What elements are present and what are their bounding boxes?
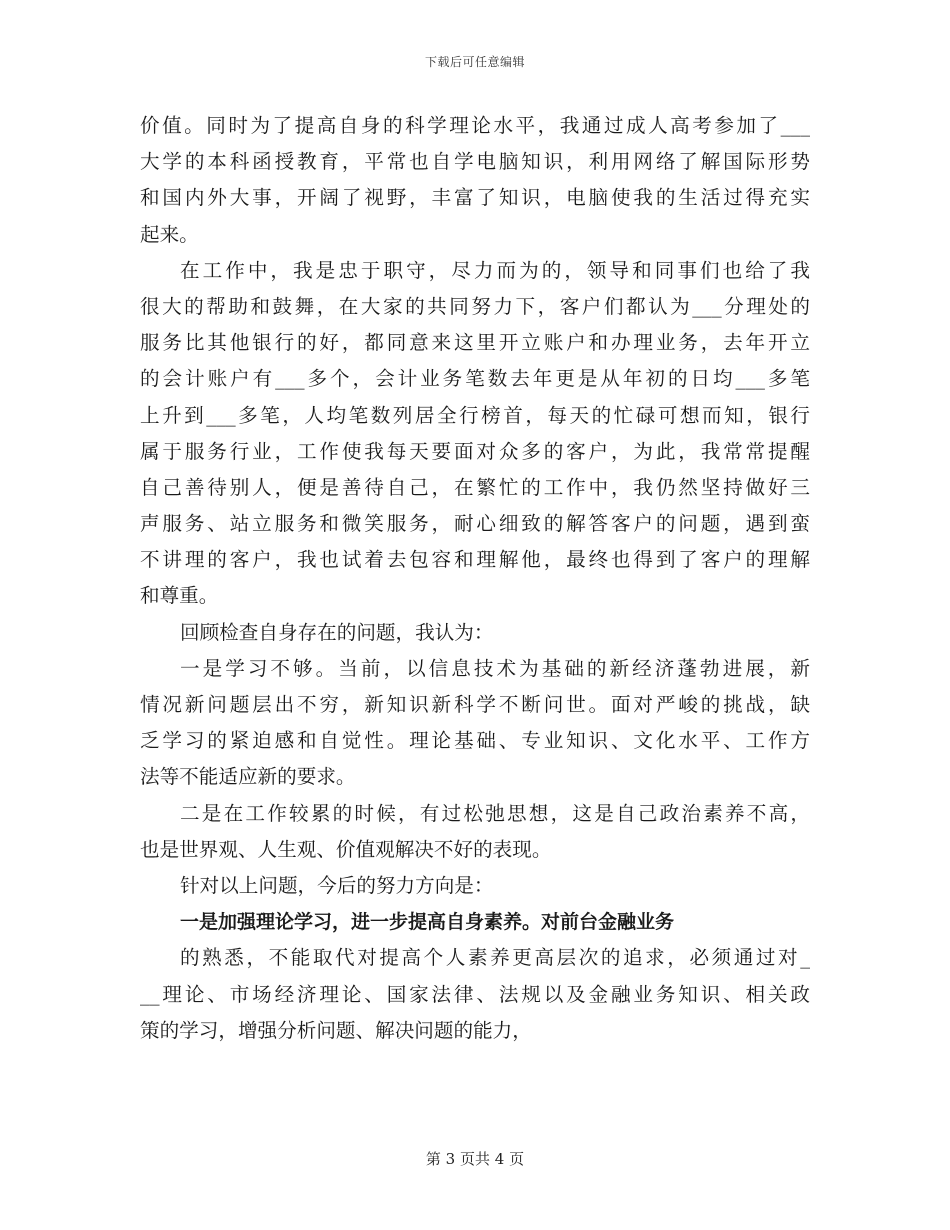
paragraph-first-line: 在工作中，我是忠于职守，尽力而为的，领导和同事们也给了我 [180, 258, 810, 282]
text-line: 很大的帮助和鼓舞，在大家的共同努力下，客户们都认为___分理处的 [140, 294, 810, 318]
text-line: 属于服务行业，工作使我每天要面对众多的客户，为此，我常常提醒 [140, 439, 810, 463]
text-line: 大学的本科函授教育，平常也自学电脑知识，利用网络了解国际形势 [140, 150, 810, 174]
text-line: 价值。同时为了提高自身的科学理论水平，我通过成人高考参加了___ [140, 114, 810, 137]
text-line: 声服务、站立服务和微笑服务，耐心细致的解答客户的问题，遇到蛮 [140, 512, 810, 536]
text-line: 的会计账户有___多个，会计业务笔数去年更是从年初的日均___多笔 [140, 367, 810, 391]
paragraph-first-line: 针对以上问题，今后的努力方向是： [180, 873, 494, 897]
text-line: 不讲理的客户，我也试着去包容和理解他，最终也得到了客户的理解 [140, 548, 810, 572]
page-footer: 第 3 页共 4 页 [425, 1150, 525, 1168]
text-line: 和尊重。 [140, 584, 219, 608]
paragraph-first-line: 二是在工作较累的时候，有过松弛思想，这是自己政治素养不高， [180, 801, 810, 825]
text-line: 的熟悉，不能取代对提高个人素养更高层次的追求，必须通过对_ [180, 946, 810, 970]
text-line: 情况新问题层出不穷，新知识新科学不断问世。面对严峻的挑战，缺 [140, 693, 810, 716]
text-line: 上升到___多笔，人均笔数列居全行榜首，每天的忙碌可想而知，银行 [140, 403, 810, 427]
text-line: 法等不能适应新的要求。 [140, 765, 356, 789]
page-header: 下载后可任意编辑 [424, 55, 525, 69]
text-line: __理论、市场经济理论、国家法律、法规以及金融业务知识、相关政 [140, 982, 810, 1006]
paragraph-first-line: 一是学习不够。当前，以信息技术为基础的新经济蓬勃进展，新 [180, 656, 810, 680]
document-body [140, 108, 810, 1049]
text-line: 自己善待别人，便是善待自己，在繁忙的工作中，我仍然坚持做好三 [140, 475, 810, 499]
bold-heading-line: 一是加强理论学习，进一步提高自身素养。对前台金融业务 [180, 911, 675, 934]
text-line: 和国内外大事，开阔了视野，丰富了知识，电脑使我的生活过得充实 [140, 186, 810, 210]
text-line: 乏学习的紧迫感和自觉性。理论基础、专业知识、文化水平、工作方 [140, 729, 810, 753]
text-line: 策的学习，增强分析问题、解决问题的能力， [140, 1018, 532, 1042]
text-line: 也是世界观、人生观、价值观解决不好的表现。 [140, 837, 552, 861]
paragraph-first-line: 回顾检查自身存在的问题，我认为： [180, 620, 494, 644]
text-line: 服务比其他银行的好，都同意来这里开立账户和办理业务，去年开立 [140, 331, 810, 355]
text-line: 起来。 [140, 222, 199, 246]
